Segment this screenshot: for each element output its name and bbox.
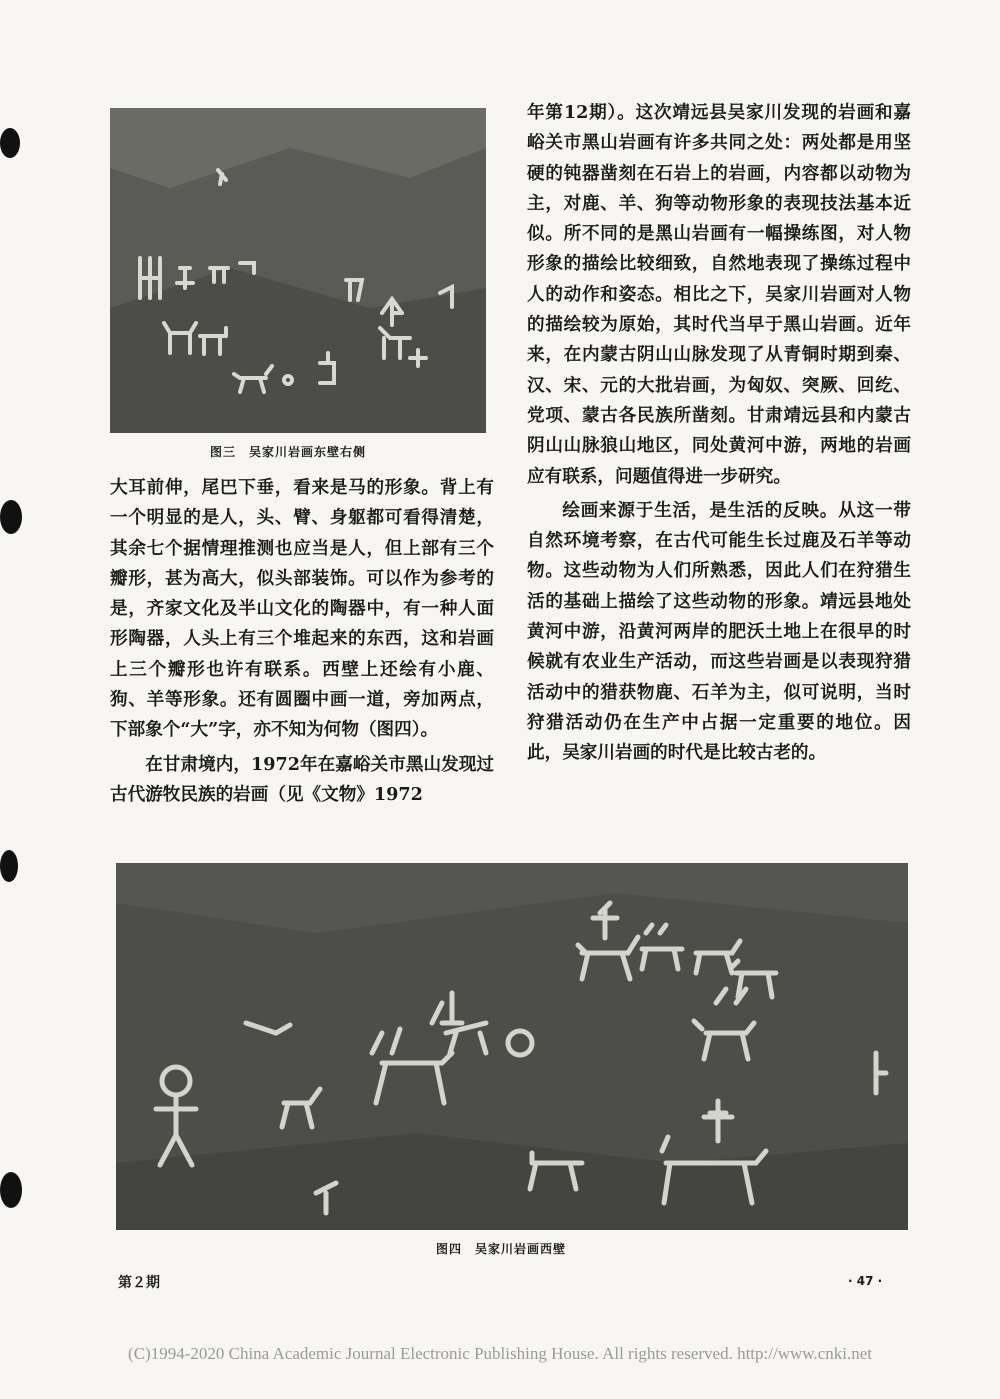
right-paragraph-1: 年第12期）。这次靖远县吴家川发现的岩画和嘉峪关市黑山岩画有许多共同之处：两处都是用坚硬的钝器凿刻在石岩上的岩画，内容都以动物为主，对鹿、羊、狗等动物形象的表现技法基本近似。所不同的是黑山岩画有一幅操练图，对人物形象的描绘比较细致，自然地表现了操练过程中人的动作和姿态。相比之下，吴家川岩画对人物的描绘较为原始，其时代当早于黑山岩画。近年来，在内蒙古阴山山脉发现了从青铜时期到秦、汉、宋、元的大批岩画，为匈奴、突厥、回纥、党项、蒙古各民族所凿刻。甘肃靖远县和内蒙古阴山山脉狼山地区，同处黄河中游，两地的岩画应有联系，问题值得进一步研究。 xyxy=(527,102,911,487)
scan-speck xyxy=(0,850,18,882)
scan-speck xyxy=(0,1172,22,1208)
figure-4-caption: 图四 吴家川岩画西壁 xyxy=(436,1242,567,1256)
figure-4-photo xyxy=(116,863,908,1230)
scan-speck xyxy=(0,500,22,534)
left-text-column xyxy=(110,473,494,810)
issue-label: 第２期 xyxy=(118,1275,160,1291)
right-text-column xyxy=(527,98,911,769)
copyright-notice: (C)1994-2020 China Academic Journal Electronic Publishing House. All rights reserved. http://www.cnki.net xyxy=(128,1344,872,1363)
scan-speck xyxy=(0,128,20,158)
right-paragraph-2: 绘画来源于生活，是生活的反映。从这一带自然环境考察，在古代可能生长过鹿及石羊等动物。这些动物为人们所熟悉，因此人们在狩猎生活的基础上描绘了这些动物的形象。靖远县地处黄河中游，沿黄河两岸的肥沃土地上在很早的时候就有农业生产活动，而这些岩画是以表现狩猎活动中的猎获物鹿、石羊为主，似可说明，当时狩猎活动仍在生产中占据一定重要的地位。因此，吴家川岩画的时代是比较古老的。 xyxy=(527,499,911,764)
left-paragraph-2: 在甘肃境内，1972年在嘉峪关市黑山发现过古代游牧民族的岩画（见《文物》1972 xyxy=(110,753,494,805)
page-number: · 47 · xyxy=(848,1274,883,1288)
figure-3-photo xyxy=(110,108,486,433)
figure-3-caption: 图三 吴家川岩画东壁右侧 xyxy=(210,445,367,459)
rock-art-east-wall-image xyxy=(110,108,486,433)
left-paragraph-1: 大耳前伸，尾巴下垂，看来是马的形象。背上有一个明显的是人，头、臂、身躯都可看得清楚，其余七个据情理推测也应当是人，但上部有三个瓣形，甚为高大，似头部装饰。可以作为参考的是，齐家文化及半山文化的陶器中，有一种人面形陶器，人头上有三个堆起来的东西，这和岩画上三个瓣形也许有联系。西壁上还绘有小鹿、狗、羊等形象。还有圆圈中画一道，旁加两点，下部象个“大”字，亦不知为何物（图四）。 xyxy=(110,477,494,741)
rock-art-west-wall-image xyxy=(116,863,908,1230)
